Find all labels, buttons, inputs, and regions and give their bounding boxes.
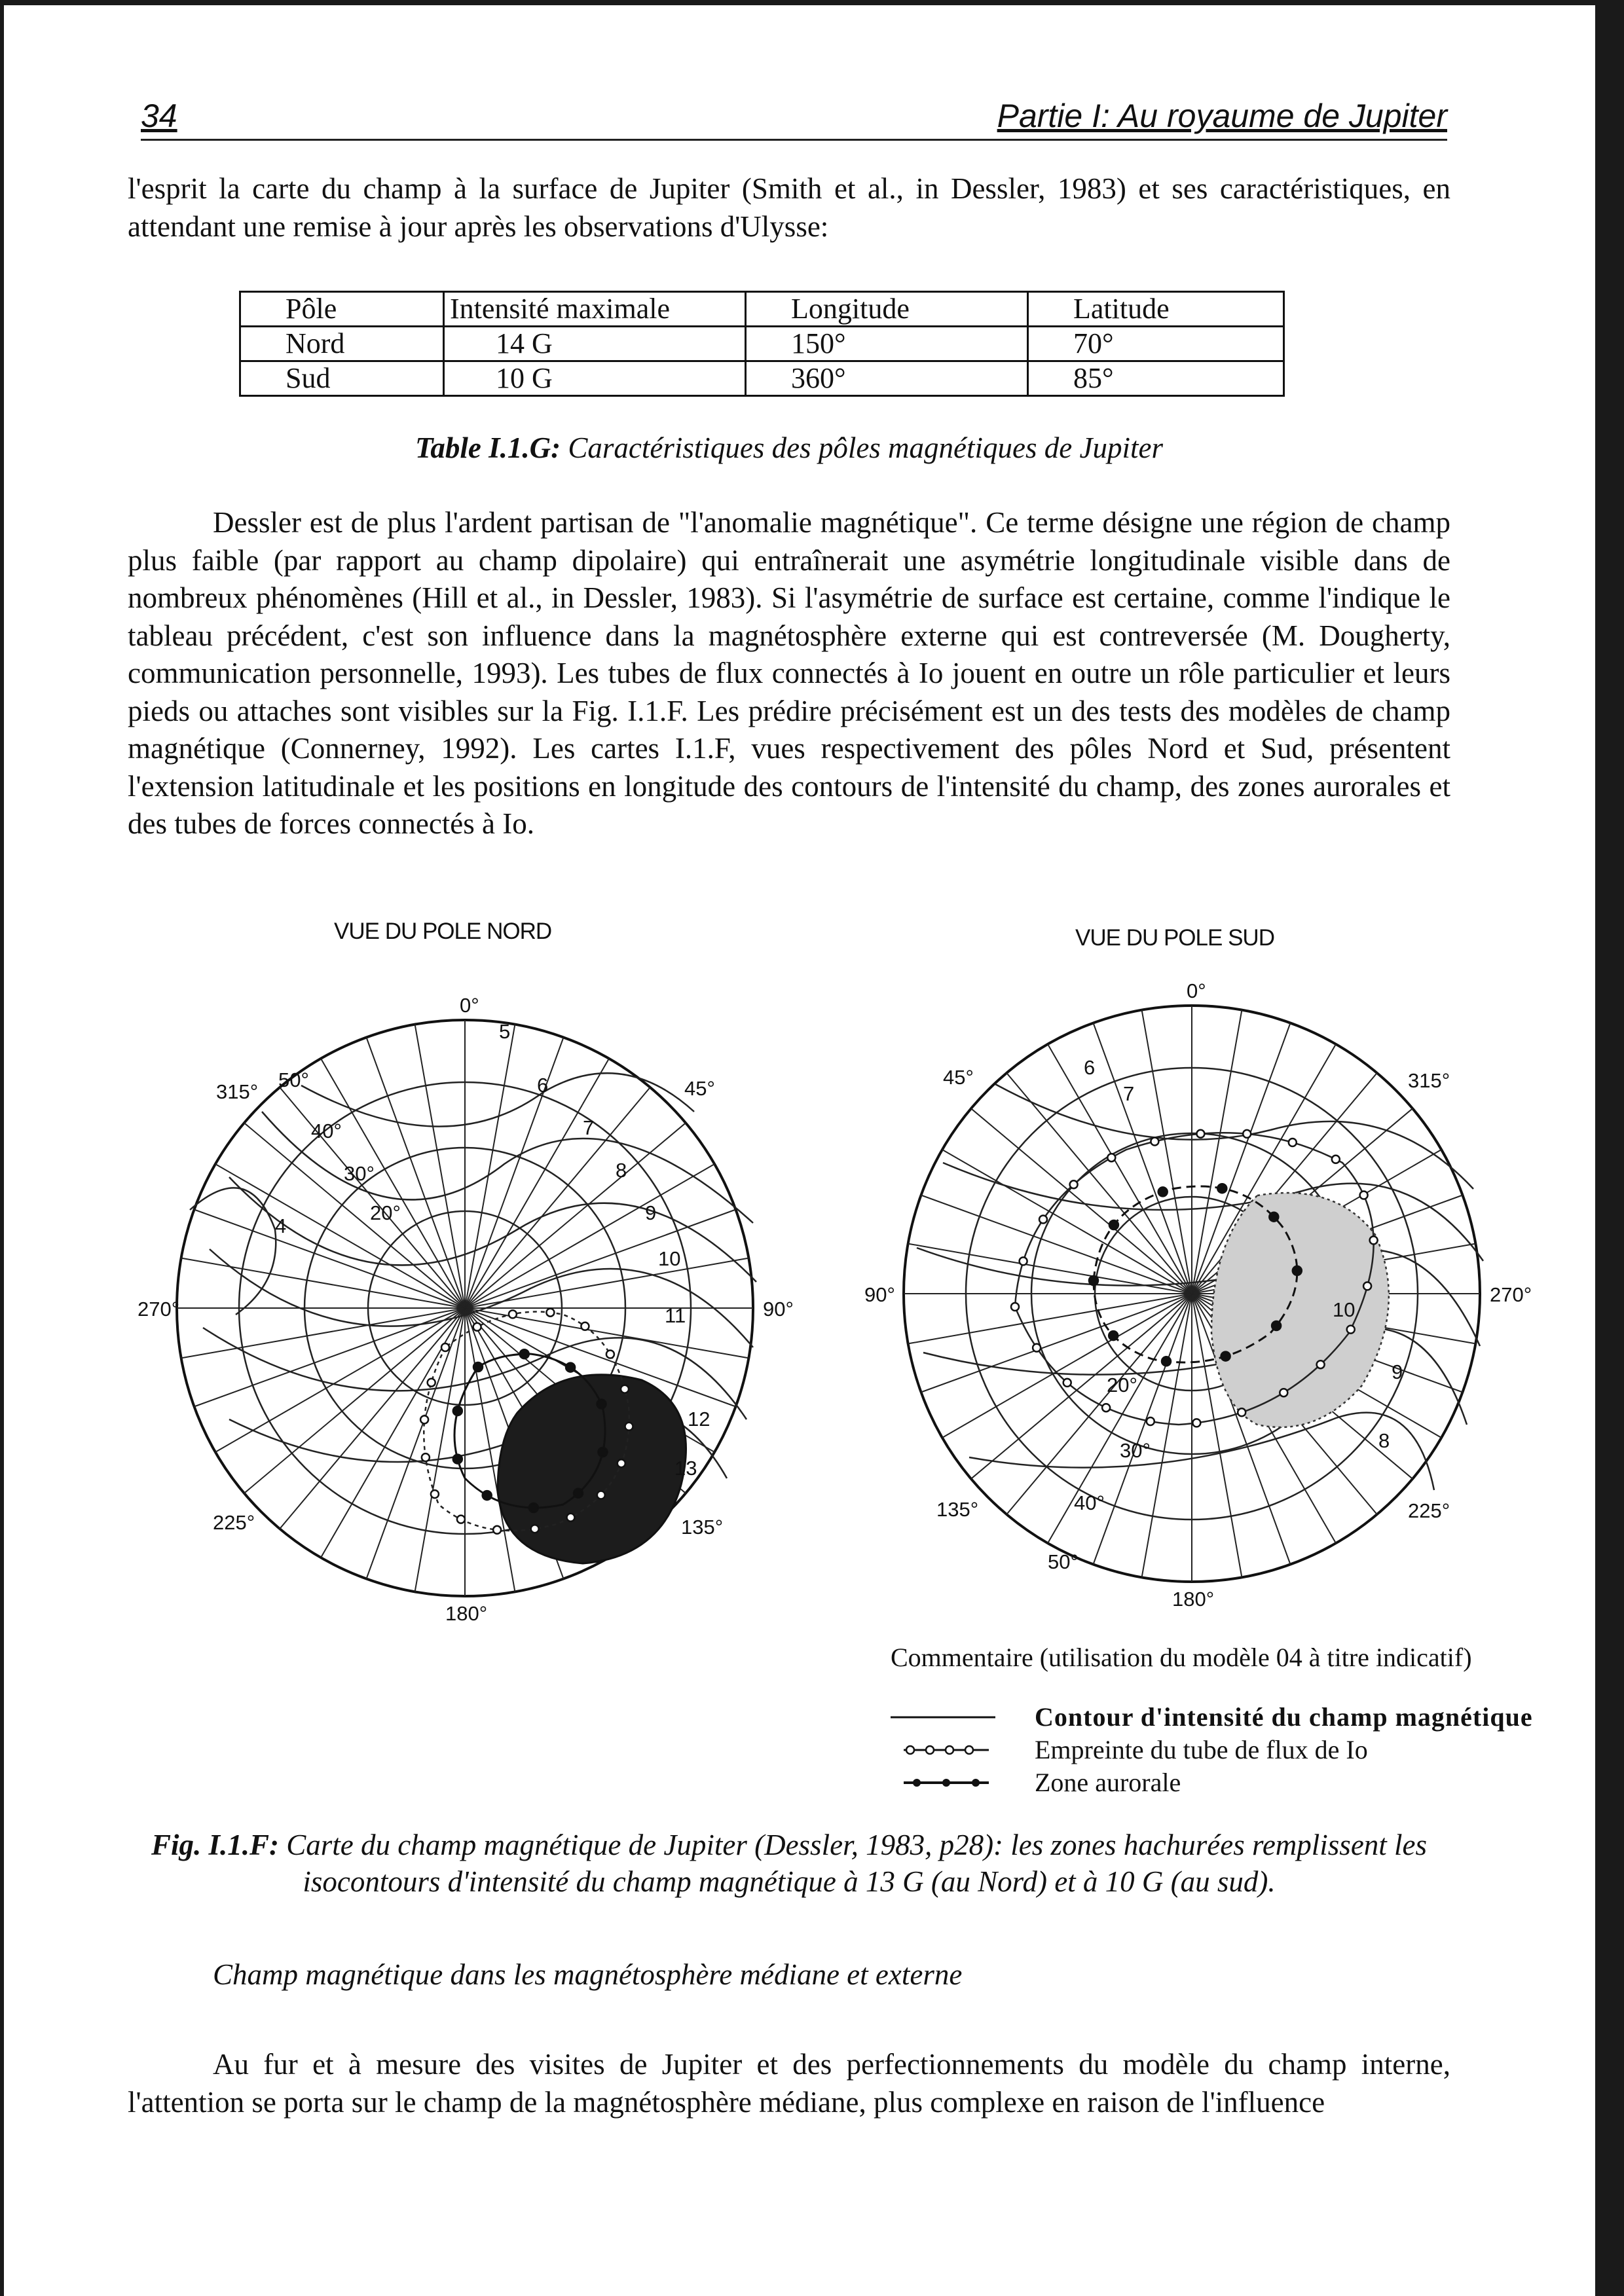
table-cell: Nord xyxy=(240,327,444,361)
io-footprint-circle xyxy=(1317,1360,1325,1368)
table-cell: Sud xyxy=(240,361,444,396)
auroral-dot xyxy=(597,1400,606,1409)
auroral-dot xyxy=(520,1349,529,1358)
north-longitude-label: 315° xyxy=(216,1080,259,1103)
auroral-dot xyxy=(1272,1321,1281,1330)
io-footprint-circle xyxy=(1347,1326,1355,1334)
io-footprint-circle xyxy=(1151,1138,1158,1146)
auroral-dot xyxy=(1269,1212,1278,1222)
figure-caption-text: Carte du champ magnétique de Jupiter (Dessler, 1983, p28): les zones hachurées remplissent les isocontours d'intensité du champ magnétique à 13 G (au Nord) et à 10 G (au sud). xyxy=(278,1829,1428,1898)
north-hatched-zone xyxy=(498,1375,686,1563)
io-footprint-circle xyxy=(1011,1303,1019,1311)
body-paragraph: Dessler est de plus l'ardent partisan de "l'anomalie magnétique". Ce terme désigne une région de champ plus faible (par rapport au champ dipolaire) qui entraînerait une asymétrie longitudinale visible dans de nombreux phénomènes (Hill et al., in Dessler, 1983). Si l'asymétrie de surface est certaine, comme l'indique le tableau précédent, c'est son influence dans la magnétosphère externe qui est contreversée (M. Dougherty, communication personnelle, 1993). Les tubes de flux connectés à Io jouent en outre un rôle particulier et leurs pieds ou attaches sont visibles sur la Fig. I.1.F. Les prédire précisément est un des tests des modèles de champ magnétique (Connerney, 1992). Les cartes I.1.F, vues respectivement des pôles Nord et Sud, présentent l'extension latitudinale et les positions en longitude des contours de l'intensité du champ, des zones aurorales et des tubes de forces connectés à Io. xyxy=(128,506,1450,840)
io-footprint-circle xyxy=(1070,1180,1078,1188)
south-latitude-label: 50° xyxy=(1048,1550,1079,1573)
north-longitude-label: 180° xyxy=(445,1602,488,1625)
table-cell: 70° xyxy=(1028,327,1284,361)
io-footprint-circle xyxy=(441,1343,449,1351)
io-footprint-circle xyxy=(1280,1389,1287,1396)
io-footprint-circle xyxy=(428,1379,435,1387)
io-footprint-circle xyxy=(1102,1404,1110,1412)
auroral-dot xyxy=(1293,1266,1302,1275)
io-footprint-circle xyxy=(581,1322,589,1330)
legend-comment: Commentaire (utilisation du modèle 04 à titre indicatif) xyxy=(891,1643,1472,1672)
solid-line-symbol xyxy=(891,1701,995,1734)
io-footprint-circle xyxy=(606,1351,614,1358)
io-footprint-circle xyxy=(1370,1236,1378,1244)
filled-dot-line-symbol xyxy=(891,1766,995,1799)
auroral-dot xyxy=(529,1503,538,1512)
io-footprint-circle xyxy=(1107,1154,1115,1161)
table-header-cell: Latitude xyxy=(1028,292,1284,327)
south-longitude-label: 0° xyxy=(1187,979,1206,1002)
south-latitude-label: 30° xyxy=(1120,1439,1151,1462)
south-longitude-label: 135° xyxy=(936,1498,979,1521)
south-pole-map xyxy=(864,966,1532,1621)
south-longitude-label: 180° xyxy=(1172,1588,1215,1611)
table-header-cell: Pôle xyxy=(240,292,444,327)
io-footprint-circle xyxy=(1243,1130,1251,1138)
legend-label: Contour d'intensité du champ magnétique xyxy=(1035,1702,1533,1732)
io-footprint-circle xyxy=(1289,1139,1297,1146)
figure-caption-label: Fig. I.1.F: xyxy=(151,1829,279,1861)
auroral-dot xyxy=(599,1448,608,1457)
scan-border-left xyxy=(0,0,4,2296)
auroral-dot xyxy=(1158,1187,1168,1196)
figure-caption xyxy=(128,1827,1450,1900)
auroral-dot xyxy=(1221,1352,1230,1361)
north-longitude-label: 135° xyxy=(681,1516,724,1539)
table-caption-text: Caractéristiques des pôles magnétiques de Jupiter xyxy=(561,431,1163,464)
table-cell: 85° xyxy=(1028,361,1284,396)
io-footprint-circle xyxy=(567,1514,575,1522)
north-contour-label: 9 xyxy=(645,1201,657,1224)
io-footprint-circle xyxy=(420,1415,428,1423)
auroral-dot xyxy=(1109,1331,1118,1340)
magnetic-poles-table xyxy=(239,291,1285,397)
io-footprint-circle xyxy=(509,1310,517,1318)
south-contour-label: 9 xyxy=(1392,1360,1403,1383)
scan-border-right xyxy=(1595,0,1624,2296)
contour-line xyxy=(969,1413,1434,1490)
table-row xyxy=(240,361,1284,396)
south-longitude-label: 90° xyxy=(864,1283,895,1306)
running-header xyxy=(141,97,1447,141)
auroral-dot xyxy=(453,1406,462,1415)
south-longitude-label: 270° xyxy=(1490,1283,1532,1306)
north-longitude-label: 225° xyxy=(213,1511,255,1534)
contour-line xyxy=(301,1073,694,1126)
south-contour-label: 8 xyxy=(1378,1429,1390,1452)
auroral-dot xyxy=(483,1491,492,1500)
table-cell: 10 G xyxy=(444,361,746,396)
io-footprint-circle xyxy=(1020,1257,1027,1265)
table-cell: 360° xyxy=(746,361,1028,396)
io-footprint-circle xyxy=(597,1491,605,1499)
auroral-dot xyxy=(1162,1357,1171,1366)
north-map-title: VUE DU POLE NORD xyxy=(334,919,552,944)
subsection-title: Champ magnétique dans les magnétosphère médiane et externe xyxy=(213,1958,963,1991)
io-footprint-circle xyxy=(1192,1419,1200,1427)
table-header-cell: Longitude xyxy=(746,292,1028,327)
south-contour-label: 6 xyxy=(1084,1056,1096,1079)
io-footprint-circle xyxy=(1332,1156,1340,1163)
north-contour-label: 10 xyxy=(658,1247,681,1270)
legend-label: Empreinte du tube de flux de Io xyxy=(1035,1735,1368,1764)
auroral-dot xyxy=(1217,1184,1227,1193)
auroral-dot xyxy=(574,1489,583,1498)
north-latitude-label: 20° xyxy=(370,1201,401,1224)
table-cell: 150° xyxy=(746,327,1028,361)
south-map-title: VUE DU POLE SUD xyxy=(1075,925,1274,951)
south-longitude-label: 315° xyxy=(1408,1069,1450,1092)
north-longitude-label: 90° xyxy=(763,1298,794,1321)
io-footprint-circle xyxy=(1238,1408,1246,1416)
part-title: Partie I: Au royaume de Jupiter xyxy=(997,98,1447,134)
auroral-dot xyxy=(453,1455,462,1464)
io-footprint-circle xyxy=(431,1490,439,1498)
io-footprint-circle xyxy=(621,1385,629,1393)
intro-paragraph: l'esprit la carte du champ à la surface de Jupiter (Smith et al., in Dessler, 1983) et ses caractéristiques, en attendant une remise à jour après les observations d'Ulysse: xyxy=(128,172,1450,243)
legend-label: Zone aurorale xyxy=(1035,1768,1181,1797)
north-latitude-label: 50° xyxy=(278,1068,309,1091)
io-footprint-circle xyxy=(1063,1379,1071,1387)
io-footprint-circle xyxy=(422,1453,430,1461)
north-latitude-label: 30° xyxy=(344,1162,375,1185)
south-latitude-label: 20° xyxy=(1107,1374,1137,1396)
north-contour-label: 4 xyxy=(275,1214,287,1237)
table-caption-label: Table I.1.G: xyxy=(415,431,561,464)
auroral-dot xyxy=(1109,1220,1118,1230)
north-contour-label: 6 xyxy=(537,1074,549,1097)
north-pole-map xyxy=(138,981,792,1635)
io-footprint-circle xyxy=(1196,1130,1204,1138)
io-footprint-circle xyxy=(473,1323,481,1331)
closing-paragraph: Au fur et à mesure des visites de Jupiter et des perfectionnements du modèle du champ interne, l'attention se porta sur le champ de la magnétosphère médiane, plus complexe en raison de l'influence xyxy=(128,2048,1450,2119)
north-contour-label: 8 xyxy=(616,1159,627,1182)
auroral-dot xyxy=(1089,1276,1098,1285)
south-contour-label: 7 xyxy=(1123,1082,1135,1105)
table-caption xyxy=(128,429,1450,466)
auroral-dot xyxy=(473,1362,483,1372)
south-latitude-label: 40° xyxy=(1074,1491,1105,1514)
io-footprint-circle xyxy=(1363,1282,1371,1290)
open-circle-line-symbol xyxy=(891,1734,995,1766)
table-header-row xyxy=(240,292,1284,327)
north-contour-label: 5 xyxy=(499,1020,511,1043)
north-contour-label: 7 xyxy=(583,1116,595,1139)
io-footprint-circle xyxy=(457,1516,465,1523)
south-meridians xyxy=(904,1006,1480,1582)
north-longitude-label: 270° xyxy=(138,1298,180,1321)
north-contour-label: 11 xyxy=(665,1304,686,1327)
io-footprint-circle xyxy=(493,1526,501,1534)
auroral-dot xyxy=(566,1363,575,1372)
scan-border-top xyxy=(0,0,1624,5)
io-footprint-circle xyxy=(625,1423,633,1430)
io-footprint-circle xyxy=(1033,1344,1041,1352)
south-longitude-label: 225° xyxy=(1408,1499,1450,1522)
north-contour-label: 12 xyxy=(688,1408,710,1430)
table-cell: 14 G xyxy=(444,327,746,361)
north-longitude-label: 0° xyxy=(460,994,479,1017)
north-contour-label: 13 xyxy=(674,1457,697,1480)
io-footprint-circle xyxy=(1039,1216,1047,1224)
south-contour-label: 10 xyxy=(1333,1298,1356,1321)
table-header-cell: Intensité maximale xyxy=(444,292,746,327)
north-longitude-label: 45° xyxy=(684,1077,715,1100)
io-footprint-circle xyxy=(618,1459,625,1467)
table-row xyxy=(240,327,1284,361)
page-number: 34 xyxy=(141,98,177,134)
io-footprint-circle xyxy=(546,1309,554,1317)
north-latitude-label: 40° xyxy=(311,1120,342,1142)
io-footprint-circle xyxy=(1360,1192,1368,1199)
io-footprint-circle xyxy=(531,1525,539,1533)
south-longitude-label: 45° xyxy=(943,1066,974,1089)
io-footprint-circle xyxy=(1147,1417,1154,1425)
